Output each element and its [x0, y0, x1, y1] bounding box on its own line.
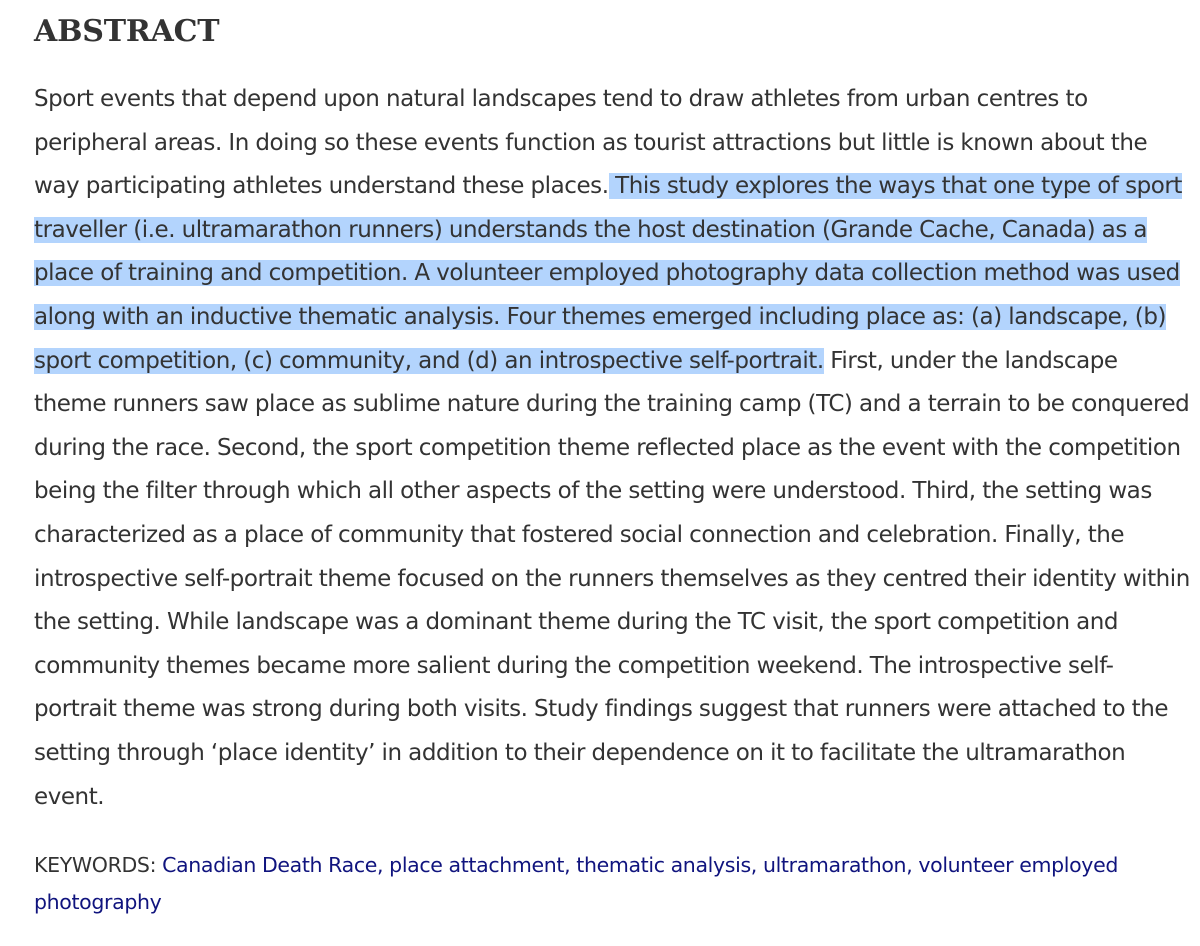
keyword-link[interactable]: volunteer employed photography	[34, 853, 1118, 915]
abstract-text-before-highlight: Sport events that depend upon natural landscapes tend to draw athletes from urban centres to peripheral areas. In doing so these events function as tourist attractions but little is known about the way participating athletes understand these places.	[34, 86, 1148, 200]
abstract-text-after-highlight: First, under the landscape theme runners saw place as sublime nature during the training camp (TC) and a terrain to be conquered during the race. Second, the sport competition theme reflected place as the event with the competition being the filter through which all other aspects of the setting were understood. Third, the setting was characterized as a place of community that fostered social connection and celebration. Finally, the introspective self-portrait theme focused on the runners themselves as they centred their identity within the setting. While landscape was a dominant theme during the TC visit, the sport competition and community themes became more salient during the competition weekend. The introspective self-portrait theme was strong during both visits. Study findings suggest that runners were attached to the setting through ‘place identity’ in addition to their dependence on it to facilitate the ultramarathon event.	[34, 347, 1190, 810]
keyword-link[interactable]: Canadian Death Race	[162, 853, 378, 878]
keywords-list	[34, 847, 1194, 921]
keyword-link[interactable]: ultramarathon	[762, 853, 907, 878]
keyword-separator: ,	[564, 853, 571, 878]
abstract-heading: ABSTRACT	[34, 14, 220, 49]
keyword-separator: ,	[377, 853, 384, 878]
keyword-separator: ,	[906, 853, 913, 878]
keyword-separator: ,	[750, 853, 757, 878]
abstract-body	[34, 78, 1194, 819]
keywords-label: KEYWORDS:	[34, 853, 157, 878]
keyword-link[interactable]: place attachment	[389, 853, 565, 878]
abstract-highlighted-selection: This study explores the ways that one type of sport traveller (i.e. ultramarathon runners) understands the host destination (Grande Cache, Canada) as a place of training and competition. A volunteer employed photography data collection method was used along with an inductive thematic analysis. Four themes emerged including place as: (a) landscape, (b) sport competition, (c) community, and (d) an introspective self-portrait.	[34, 173, 1182, 374]
article-abstract-section	[34, 0, 1194, 921]
keyword-link[interactable]: thematic analysis	[576, 853, 751, 878]
